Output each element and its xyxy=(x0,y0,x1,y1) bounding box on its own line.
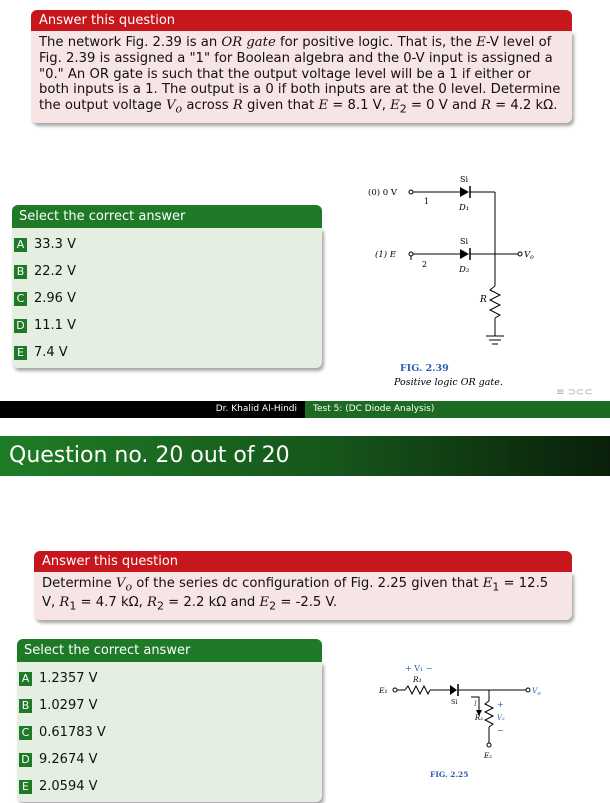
answer-option-a[interactable] xyxy=(12,231,322,258)
fig239-resistor-label: R xyxy=(480,295,487,305)
answer-1-card xyxy=(12,205,322,368)
option-text: 22.2 V xyxy=(34,264,76,279)
answer-option-e[interactable] xyxy=(12,339,322,366)
option-letter: D xyxy=(14,319,27,333)
question-1-text: The network Fig. 2.39 is an OR gate for positive logic. That is, the E-V level of Fig. 2.39 is assigned a "1" for Boolean algebra and the 0-V input is assigned a "0." An OR gate is such that the output voltage level will be a 1 if either or both inputs is a 1. The output is a 0 if both inputs are at the 0 level. Determine the output voltage $V_o$ across R given that E = 8.1 V, $E_2 = 0$ V and R = 4.2 kΩ. xyxy=(31,31,572,123)
answer-1-header: Select the correct answer xyxy=(12,205,322,228)
option-letter: C xyxy=(14,292,27,306)
option-text: 11.1 V xyxy=(34,318,76,333)
fig225-v2-minus: − xyxy=(497,726,504,735)
fig239-subcaption: Positive logic OR gate. xyxy=(394,377,503,388)
answer-option-b[interactable] xyxy=(12,258,322,285)
slide-nav-controls[interactable]: ≡ ⊃⊂⊂ xyxy=(556,387,593,398)
fig239-input-0-label: (0) 0 V xyxy=(368,188,397,198)
option-text: 2.0594 V xyxy=(39,779,98,794)
answer-option-c[interactable] xyxy=(12,285,322,312)
fig225-output-label: $V_o$ xyxy=(532,686,541,697)
diode-d2-icon xyxy=(460,249,469,259)
option-text: 1.2357 V xyxy=(39,671,98,686)
option-text: 1.0297 V xyxy=(39,698,98,713)
fig239-d1-type: Si xyxy=(460,175,469,184)
fig225-v2-label: V₂ xyxy=(497,714,505,722)
fig225-e1-label: E₁ xyxy=(379,686,388,695)
answer-option-c[interactable] xyxy=(17,719,322,746)
fig225-r2-label: R₂ xyxy=(475,714,484,722)
answer-option-e[interactable] xyxy=(17,773,322,800)
slide-footer xyxy=(0,401,610,418)
diode-d1-icon xyxy=(460,187,469,197)
option-letter: A xyxy=(14,238,27,252)
option-text: 2.96 V xyxy=(34,291,76,306)
option-letter: B xyxy=(19,699,32,713)
answer-option-a[interactable] xyxy=(17,665,322,692)
diode-icon xyxy=(450,685,457,695)
option-letter: E xyxy=(14,346,27,360)
fig239-d1-name: D₁ xyxy=(459,203,470,213)
option-text: 33.3 V xyxy=(34,237,76,252)
question-2-card xyxy=(34,551,572,620)
page-title: Question no. 20 out of 20 xyxy=(0,436,610,476)
option-letter: E xyxy=(19,780,32,794)
footer-test-title: Test 5: (DC Diode Analysis) xyxy=(305,401,610,418)
option-text: 0.61783 V xyxy=(39,725,106,740)
option-letter: B xyxy=(14,265,27,279)
fig239-d2-type: Si xyxy=(460,237,469,246)
answer-2-options xyxy=(17,662,322,802)
fig225-r1-label: R₁ xyxy=(413,675,422,684)
fig225-si-label: Si xyxy=(451,698,458,706)
option-text: 9.2674 V xyxy=(39,752,98,767)
option-text: 7.4 V xyxy=(34,345,68,360)
option-letter: C xyxy=(19,726,32,740)
figure-2-39-circuit xyxy=(360,168,534,396)
answer-option-b[interactable] xyxy=(17,692,322,719)
fig239-d2-name: D₂ xyxy=(459,265,470,275)
fig239-input-0-number: 1 xyxy=(424,197,430,206)
fig225-e2-label: E₂ xyxy=(484,752,492,760)
fig239-output-label: $V_o$ xyxy=(524,250,534,261)
fig239-input-1-label: (1) E xyxy=(375,250,396,260)
fig225-caption: FIG. 2.25 xyxy=(430,770,469,779)
fig225-v1-label: + V₁ − xyxy=(405,664,433,673)
fig225-v2-plus: + xyxy=(497,700,504,709)
question-1-header: Answer this question xyxy=(31,10,572,31)
fig225-current-label: I xyxy=(474,700,477,708)
option-letter: D xyxy=(19,753,32,767)
answer-option-d[interactable] xyxy=(12,312,322,339)
answer-2-header: Select the correct answer xyxy=(17,639,322,662)
option-letter: A xyxy=(19,672,32,686)
question-1-card xyxy=(31,10,572,123)
answer-option-d[interactable] xyxy=(17,746,322,773)
answer-1-options xyxy=(12,228,322,368)
question-2-header: Answer this question xyxy=(34,551,572,572)
question-2-text: Determine $V_o$ of the series dc configuration of Fig. 2.25 given that $E_1 = 12.5$ V, $R_1 = 4.7$ kΩ, $R_2 = 2.2$ kΩ and $E_2 = -2.5$ V. xyxy=(34,572,572,620)
footer-author: Dr. Khalid Al-Hindi xyxy=(215,404,297,414)
answer-2-card xyxy=(17,639,322,802)
fig239-caption: FIG. 2.39 xyxy=(400,363,449,374)
fig239-input-1-number: 2 xyxy=(422,260,428,269)
figure-2-25-circuit xyxy=(350,655,540,785)
